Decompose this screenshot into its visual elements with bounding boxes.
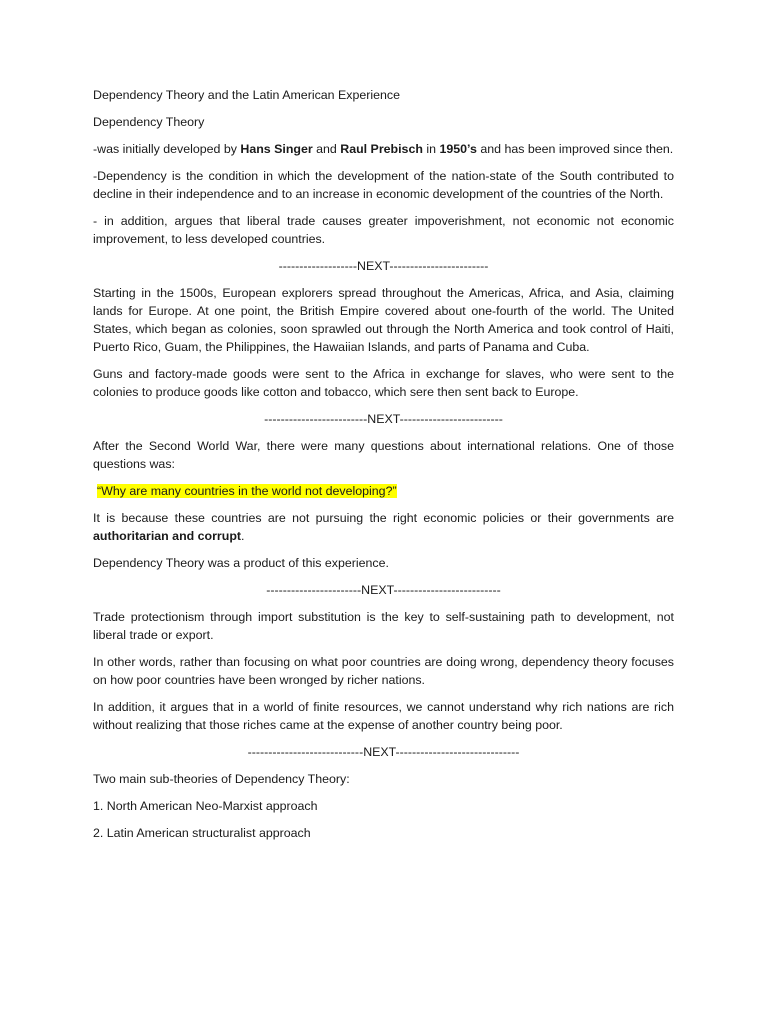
name-hans-singer: Hans Singer — [240, 142, 313, 156]
answer-text-1: It is because these countries are not pursuing the right economic policies or their governments are — [93, 511, 674, 525]
year-1950s: 1950’s — [439, 142, 477, 156]
paragraph-answer — [93, 509, 674, 545]
intro-text-2: and — [312, 142, 341, 156]
highlighted-question-line — [93, 482, 674, 500]
name-raul-prebisch: Raul Prebisch — [340, 142, 423, 156]
list-item: 2. Latin American structuralist approach — [93, 826, 311, 840]
sub-theories-intro: Two main sub-theories of Dependency Theory: — [93, 772, 350, 786]
next-separator-2: -------------------------NEXT------------------------- — [264, 412, 503, 426]
paragraph-trade: Guns and factory-made goods were sent to the Africa in exchange for slaves, who were sent to the colonies to produce goods like cotton and tobacco, which sere then sent back to Europe. — [93, 367, 674, 399]
answer-text-2: . — [241, 529, 245, 543]
paragraph-protectionism: Trade protectionism through import substitution is the key to self-sustaining path to development, not liberal trade or export. — [93, 610, 674, 642]
next-separator-3: -----------------------NEXT-------------------------- — [266, 583, 501, 597]
document-title: Dependency Theory and the Latin American Experience — [93, 88, 400, 102]
next-separator-4: ----------------------------NEXT------------------------------ — [247, 745, 520, 759]
intro-paragraph-definition: -Dependency is the condition in which the development of the nation-state of the South contributed to decline in their independence and to an increase in economic development of the countries of the North. — [93, 169, 674, 201]
paragraph-finite-resources: In addition, it argues that in a world of finite resources, we cannot understand why rich nations are rich without realizing that those riches came at the expense of another country being poor. — [93, 700, 674, 732]
paragraph-other-words: In other words, rather than focusing on what poor countries are doing wrong, dependency theory focuses on how poor countries have been wronged by richer nations. — [93, 655, 674, 687]
document-page — [93, 86, 674, 851]
paragraph-colonization: Starting in the 1500s, European explorers spread throughout the Americas, Africa, and Asia, claiming lands for Europe. At one point, the British Empire covered about one-fourth of the world. The United States, which began as colonies, soon sprawled out through the North America and took control of Haiti, Puerto Rico, Guam, the Philippines, the Hawaiian Islands, and parts of Panama and Cuba. — [93, 286, 674, 354]
intro-paragraph-origin — [93, 140, 674, 158]
intro-text-4: and has been improved since then. — [476, 142, 674, 156]
paragraph-product: Dependency Theory was a product of this experience. — [93, 556, 389, 570]
highlighted-question: “Why are many countries in the world not developing?” — [97, 484, 397, 498]
paragraph-post-war: After the Second World War, there were many questions about international relations. One of those questions was: — [93, 439, 674, 471]
section-heading: Dependency Theory — [93, 115, 205, 129]
answer-emphasis: authoritarian and corrupt — [93, 529, 242, 543]
intro-text-3: in — [422, 142, 440, 156]
next-separator-1: -------------------NEXT------------------------ — [278, 259, 489, 273]
intro-paragraph-liberal-trade: - in addition, argues that liberal trade causes greater impoverishment, not economic not economic improvement, to less developed countries. — [93, 214, 674, 246]
intro-text-1: -was initially developed by — [93, 142, 241, 156]
list-item: 1. North American Neo-Marxist approach — [93, 799, 318, 813]
